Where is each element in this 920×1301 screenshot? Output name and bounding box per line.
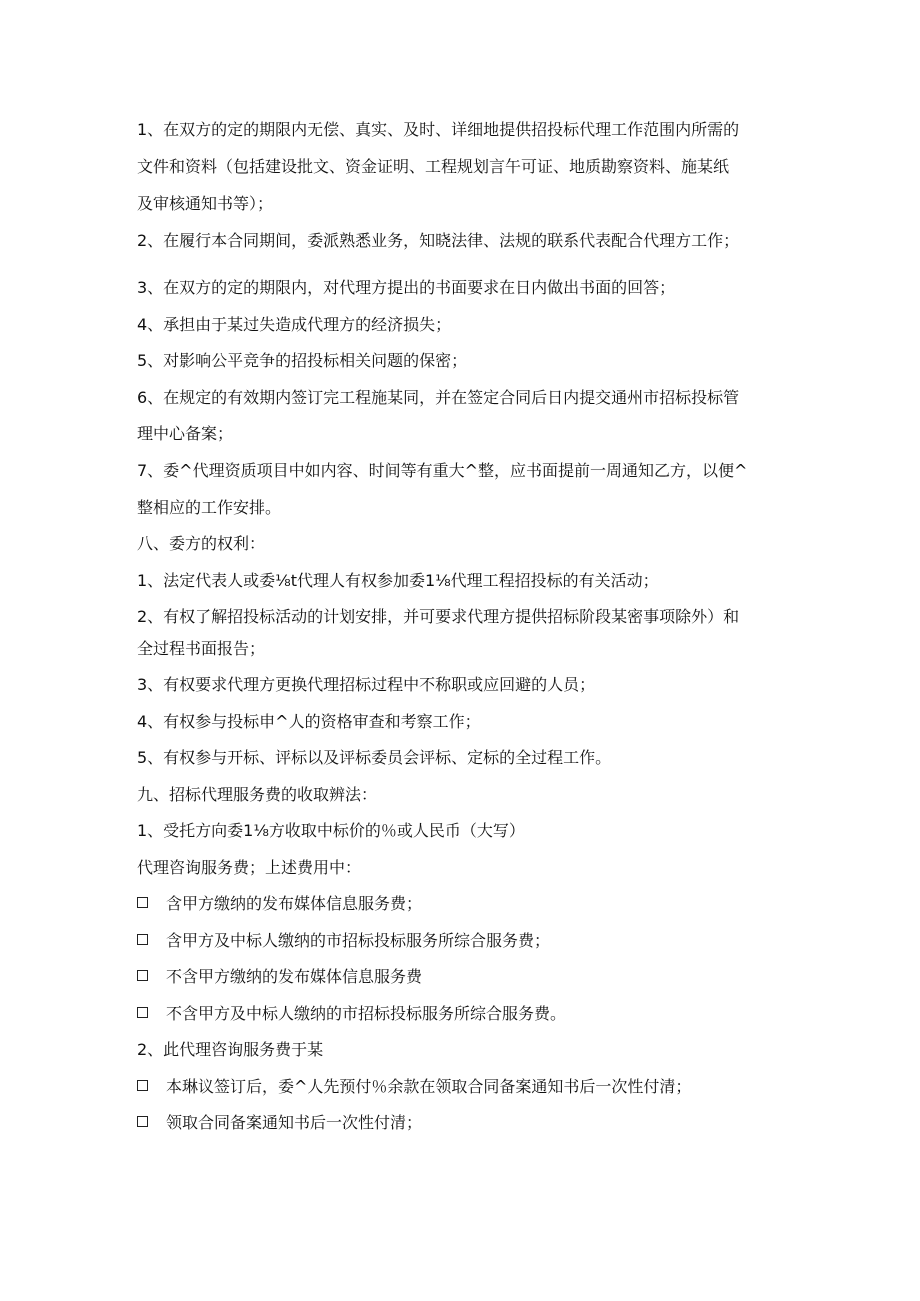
checkbox-label: 领取合同备案通知书后一次性付清； <box>166 1113 423 1132</box>
text-line: 1、受托方向委1⅛方收取中标价的％或人民币（大写） <box>137 821 525 840</box>
checkbox-label: 不含甲方及中标人缴纳的市招标投标服务所综合服务费。 <box>166 1004 567 1023</box>
text-line: 2、有权了解招投标活动的计划安排，并可要求代理方提供招标阶段某密事项除外）和 <box>137 607 740 626</box>
text-line: 全过程书面报告； <box>137 639 266 658</box>
text-line: 3、在双方的定的期限内，对代理方提出的书面要求在日内做出书面的回答； <box>137 278 676 297</box>
checkbox-icon[interactable] <box>137 1116 148 1127</box>
text-line: 4、有权参与投标申^人的资格审查和考察工作； <box>137 712 481 731</box>
text-line: 6、在规定的有效期内签订完工程施某同，并在签定合同后日内提交通州市招标投标管 <box>137 388 740 407</box>
text-line: 2、在履行本合同期间，委派熟悉业务，知晓法律、法规的联系代表配合代理方工作； <box>137 231 740 250</box>
section-heading: 八、委方的权利： <box>137 534 266 553</box>
checkbox-item[interactable] <box>137 931 550 951</box>
text-line: 3、有权要求代理方更换代理招标过程中不称职或应回避的人员； <box>137 675 596 694</box>
text-line: 1、在双方的定的期限内无偿、真实、及时、详细地提供招投标代理工作范围内所需的 <box>137 120 740 139</box>
section-heading: 九、招标代理服务费的收取辨法： <box>137 785 378 804</box>
checkbox-item[interactable] <box>137 1004 566 1024</box>
text-line: 代理咨询服务费；上述费用中： <box>137 858 362 877</box>
checkbox-label: 含甲方缴纳的发布媒体信息服务费； <box>166 894 423 913</box>
text-line: 理中心备案； <box>137 424 234 443</box>
checkbox-label: 含甲方及中标人缴纳的市招标投标服务所综合服务费； <box>166 931 551 950</box>
text-line: 7、委^代理资质项目中如内容、时间等有重大^整，应书面提前一周通知乙方，以便^ <box>137 461 748 480</box>
checkbox-item[interactable] <box>137 967 422 987</box>
checkbox-icon[interactable] <box>137 1080 148 1091</box>
text-line: 1、法定代表人或委⅛t代理人有权参加委1⅛代理工程招投标的有关活动； <box>137 571 659 590</box>
text-line: 整相应的工作安排。 <box>137 498 282 517</box>
text-line: 5、对影响公平竞争的招投标相关问题的保密； <box>137 351 468 370</box>
checkbox-icon[interactable] <box>137 970 148 981</box>
checkbox-icon[interactable] <box>137 897 148 908</box>
text-line: 2、此代理咨询服务费于某 <box>137 1040 324 1059</box>
text-line: 及审核通知书等）； <box>137 194 274 213</box>
text-line: 5、有权参与开标、评标以及评标委员会评标、定标的全过程工作。 <box>137 748 612 767</box>
checkbox-icon[interactable] <box>137 1007 148 1018</box>
checkbox-item[interactable] <box>137 894 422 914</box>
checkbox-item[interactable] <box>137 1113 422 1133</box>
checkbox-icon[interactable] <box>137 934 148 945</box>
checkbox-item[interactable] <box>137 1077 691 1097</box>
checkbox-label: 本琳议签订后，委^人先预付％余款在领取合同备案通知书后一次性付清； <box>166 1077 692 1096</box>
text-line: 文件和资料（包括建设批文、资金证明、工程规划言午可证、地质勘察资料、施某纸 <box>137 157 730 176</box>
checkbox-label: 不含甲方缴纳的发布媒体信息服务费 <box>166 967 423 986</box>
text-line: 4、承担由于某过失造成代理方的经济损失； <box>137 315 452 334</box>
